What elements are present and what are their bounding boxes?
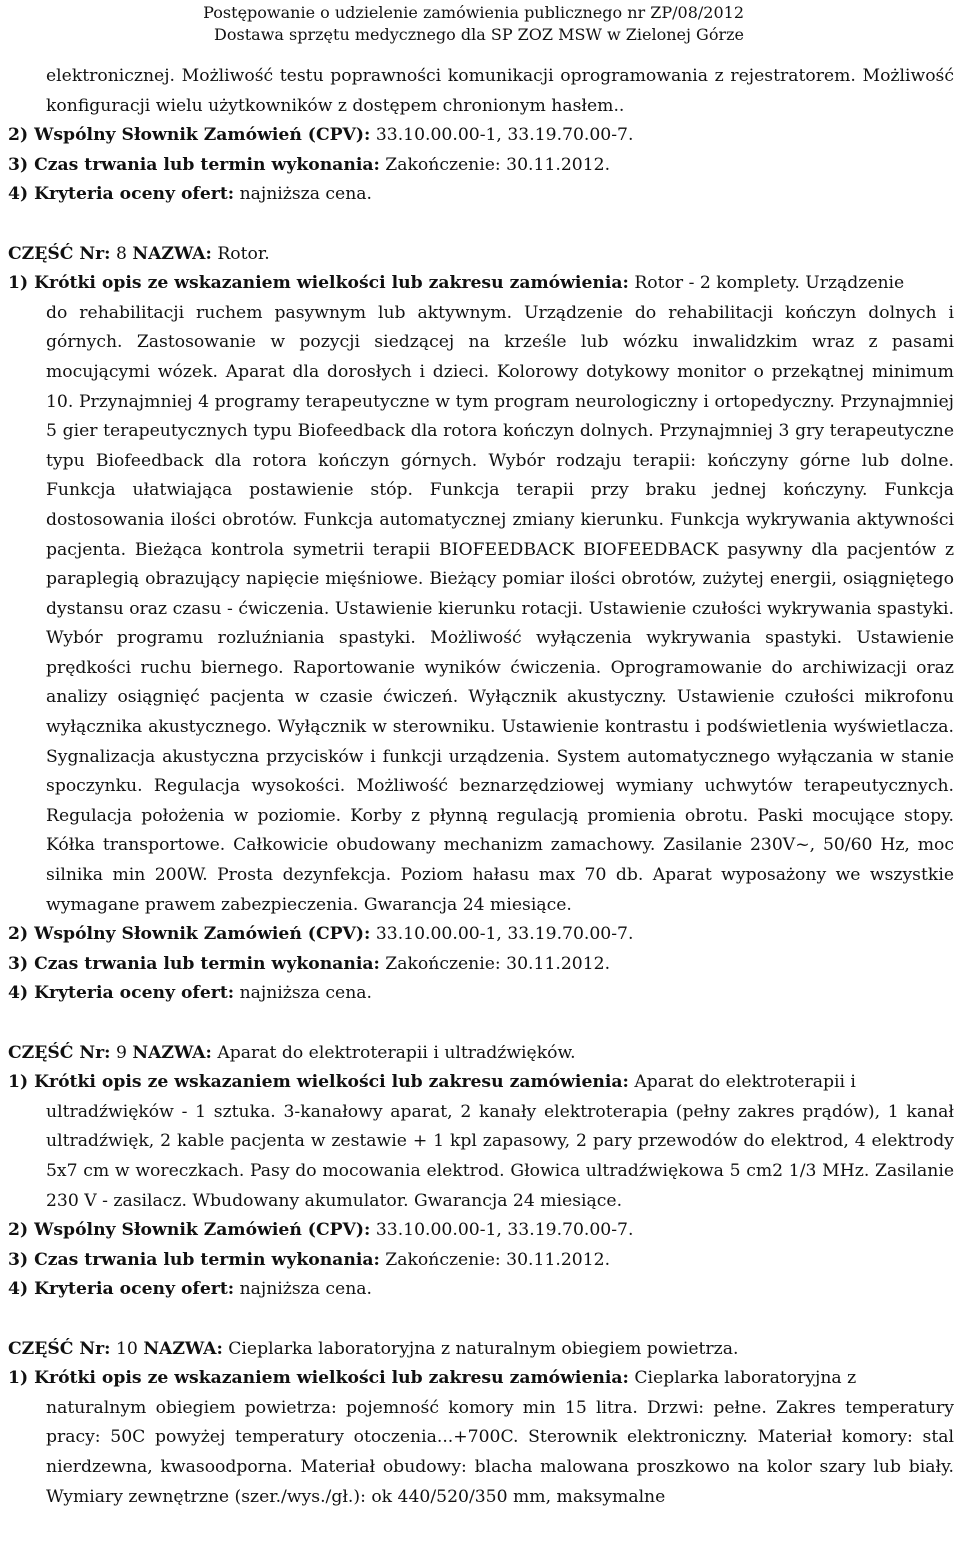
bold-label: 2) Wspólny Słownik Zamówień (CPV): <box>8 1220 371 1241</box>
bold-label: 3) Czas trwania lub termin wykonania: <box>8 953 380 974</box>
paragraph-text: 33.10.00.00-1, 33.19.70.00-7. <box>370 125 634 146</box>
document-paragraph <box>8 950 954 980</box>
document-paragraph <box>8 1394 954 1512</box>
document-paragraph <box>8 1216 954 1246</box>
paragraph-text: 9 <box>110 1042 133 1063</box>
paragraph-gap <box>8 1305 954 1335</box>
bold-label: NAZWA: <box>132 243 212 264</box>
paragraph-text: 33.10.00.00-1, 33.19.70.00-7. <box>370 1220 634 1241</box>
page-header <box>0 0 960 46</box>
bold-label: 3) Czas trwania lub termin wykonania: <box>8 154 380 175</box>
document-paragraph <box>8 269 954 299</box>
bold-label: 1) Krótki opis ze wskazaniem wielkości lub zakresu zamówienia: <box>8 273 629 294</box>
bold-label: 4) Kryteria oceny ofert: <box>8 983 235 1004</box>
paragraph-gap <box>8 210 954 240</box>
document-paragraph <box>8 151 954 181</box>
bold-label: 2) Wspólny Słownik Zamówień (CPV): <box>8 924 371 945</box>
paragraph-text: naturalnym obiegiem powietrza: pojemność komory min 15 litra. Drzwi: pełne. Zakres temperatury pracy: 50C powyżej temperatury otoczenia...+700C. Sterownik elektroniczny. Materiał komory: stal nierdzewna, kwasoodporna. Materiał obudowy: blacha malowana proszkowo na kolor szary lub biały. Wymiary zewnętrzne (szer./wys./gł.): ok 440/520/350 mm, maksymalne <box>46 1397 954 1507</box>
bold-label: 1) Krótki opis ze wskazaniem wielkości lub zakresu zamówienia: <box>8 1368 629 1389</box>
header-line-2: Dostawa sprzętu medycznego dla SP ZOZ MSW w Zielonej Górze <box>214 25 744 44</box>
paragraph-text: 10 <box>110 1338 144 1359</box>
document-paragraph <box>8 1098 954 1216</box>
document-paragraph <box>8 299 954 920</box>
paragraph-text: 8 <box>110 243 133 264</box>
paragraph-text: Aparat do elektroterapii i ultradźwięków. <box>211 1042 576 1063</box>
paragraph-text: Aparat do elektroterapii i <box>628 1072 856 1093</box>
bold-label: 4) Kryteria oceny ofert: <box>8 1279 235 1300</box>
document-paragraph <box>8 62 954 121</box>
document-paragraph <box>8 1335 954 1365</box>
paragraph-text: Zakończenie: 30.11.2012. <box>379 1249 611 1270</box>
paragraph-text: Zakończenie: 30.11.2012. <box>379 953 611 974</box>
paragraph-text: elektronicznej. Możliwość testu poprawności komunikacji oprogramowania z rejestratorem. Możliwość konfiguracji wielu użytkowników z dostępem chronionym hasłem.. <box>46 66 954 116</box>
paragraph-text: najniższa cena. <box>234 983 373 1004</box>
paragraph-text: ultradźwięków - 1 sztuka. 3-kanałowy aparat, 2 kanały elektroterapia (pełny zakres prądów), 1 kanał ultradźwięk, 2 kable pacjenta w zestawie + 1 kpl zapasowy, 2 pary przewodów do elektrod, 4 elektrody 5x7 cm w woreczkach. Pasy do mocowania elektrod. Głowica ultradźwiękowa 5 cm2 1/3 MHz. Zasilanie 230 V - zasilacz. Wbudowany akumulator. Gwarancja 24 miesiące. <box>46 1101 954 1211</box>
paragraph-text: 33.10.00.00-1, 33.19.70.00-7. <box>370 924 634 945</box>
bold-label: CZĘŚĆ Nr: <box>8 1338 111 1359</box>
document-paragraph <box>8 121 954 151</box>
paragraph-text: do rehabilitacji ruchem pasywnym lub aktywnym. Urządzenie do rehabilitacji kończyn dolnych i górnych. Zastosowanie w pozycji siedzącej na krześle lub wózku inwalidzkim wraz z pasami mocującymi wózek. Aparat dla dorosłych i dzieci. Kolorowy dotykowy monitor o przekątnej minimum 10. Przynajmniej 4 programy terapeutyczne w tym program neurologiczny i ortopedyczny. Przynajmniej 5 gier terapeutycznych typu Biofeedback dla rotora kończyn dolnych. Przynajmniej 3 gry terapeutyczne typu Biofeedback dla rotora kończyn górnych. Wybór rodzaju terapii: kończyny górne lub dolne. Funkcja ułatwiająca postawienie stóp. Funkcja terapii przy braku jednej kończyny. Funkcja dostosowania ilości obrotów. Funkcja automatycznej zmiany kierunku. Funkcja wykrywania aktywności pacjenta. Bieżąca kontrola symetrii terapii BIOFEEDBACK BIOFEEDBACK pasywny dla pacjentów z paraplegią obrazujący napięcie mięśniowe. Bieżący pomiar ilości obrotów, zużytej energii, osiągniętego dystansu oraz czasu - ćwiczenia. Ustawienie kierunku rotacji. Ustawienie czułości wykrywania spastyki. Wybór programu rozluźniania spastyki. Możliwość wyłączenia wykrywania spastyki. Ustawienie prędkości ruchu biernego. Raportowanie wyników ćwiczenia. Oprogramowanie do archiwizacji oraz analizy osiągnięć pacjenta w czasie ćwiczeń. Wyłącznik akustyczny. Ustawienie czułości mikrofonu wyłącznika akustycznego. Wyłącznik w sterowniku. Ustawienie kontrastu i podświetlenia wyświetlacza. Sygnalizacja akustyczna przycisków i funkcji urządzenia. System automatycznego wyłączania w stanie spoczynku. Regulacja wysokości. Możliwość beznarzędziowej wymiany uchwytów terapeutycznych. Regulacja położenia w poziomie. Korby z płynną regulacją promienia obrotu. Paski mocujące stopy. Kółka transportowe. Całkowicie obudowany mechanizm zamachowy. Zasilanie 230V~, 50/60 Hz, moc silnika min 200W. Prosta dezynfekcja. Poziom hałasu max 70 db. Aparat wyposażony we wszystkie wymagane prawem zabezpieczenia. Gwarancja 24 miesiące. <box>46 302 954 915</box>
paragraph-text: Rotor. <box>211 243 270 264</box>
bold-label: 3) Czas trwania lub termin wykonania: <box>8 1249 380 1270</box>
document-paragraph <box>8 1039 954 1069</box>
bold-label: CZĘŚĆ Nr: <box>8 1042 111 1063</box>
header-line-1: Postępowanie o udzielenie zamówienia publicznego nr ZP/08/2012 <box>203 3 744 22</box>
document-body <box>8 62 954 1512</box>
paragraph-text: najniższa cena. <box>234 1279 373 1300</box>
document-paragraph <box>8 180 954 210</box>
paragraph-gap <box>8 1009 954 1039</box>
paragraph-text: najniższa cena. <box>234 184 373 205</box>
paragraph-text: Cieplarka laboratoryjna z naturalnym obiegiem powietrza. <box>222 1338 739 1359</box>
document-paragraph <box>8 1068 954 1098</box>
paragraph-text: Zakończenie: 30.11.2012. <box>379 154 611 175</box>
document-paragraph <box>8 979 954 1009</box>
document-paragraph <box>8 920 954 950</box>
bold-label: NAZWA: <box>132 1042 212 1063</box>
bold-label: NAZWA: <box>143 1338 223 1359</box>
bold-label: 2) Wspólny Słownik Zamówień (CPV): <box>8 125 371 146</box>
document-paragraph <box>8 1246 954 1276</box>
paragraph-text: Cieplarka laboratoryjna z <box>628 1368 857 1389</box>
document-paragraph <box>8 1275 954 1305</box>
bold-label: 4) Kryteria oceny ofert: <box>8 184 235 205</box>
paragraph-text: Rotor - 2 komplety. Urządzenie <box>628 273 905 294</box>
bold-label: CZĘŚĆ Nr: <box>8 243 111 264</box>
document-paragraph <box>8 1364 954 1394</box>
document-paragraph <box>8 240 954 270</box>
bold-label: 1) Krótki opis ze wskazaniem wielkości lub zakresu zamówienia: <box>8 1072 629 1093</box>
